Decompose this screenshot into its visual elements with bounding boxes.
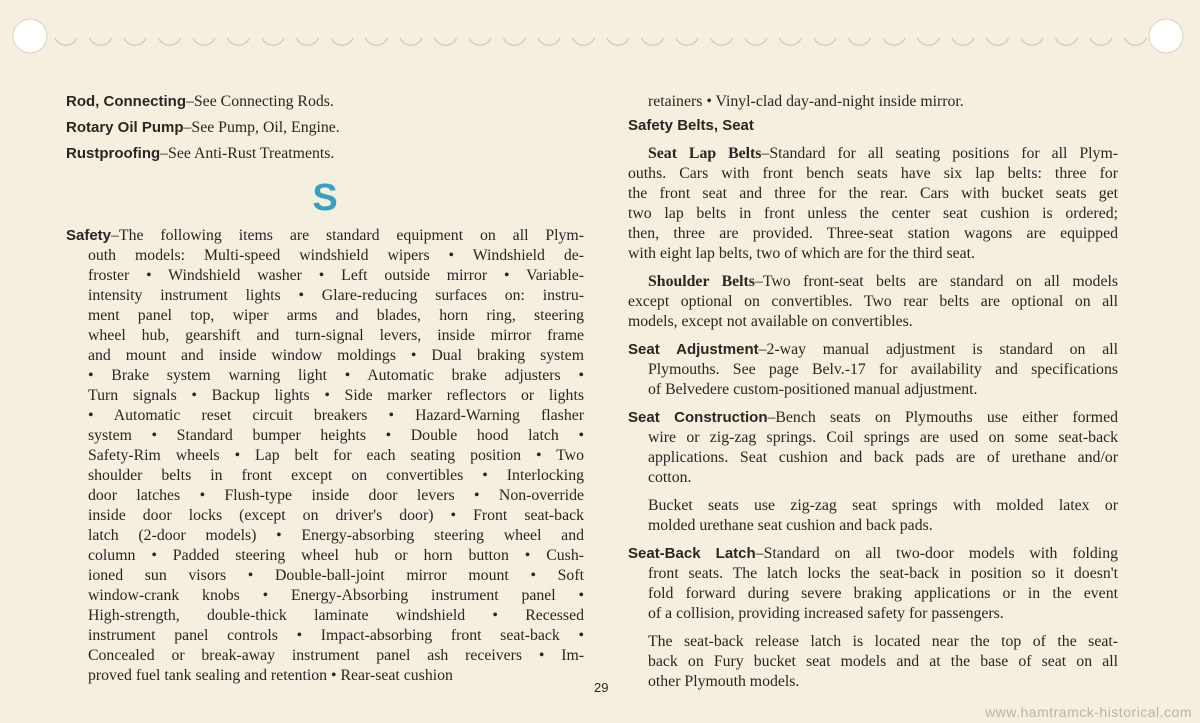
text-line: wheel hub, gearshift and turn-signal levers, inside mirror frame	[88, 327, 584, 344]
text-line: system • Standard bumper heights • Double hood latch •	[88, 427, 584, 444]
entry-head: Safety	[66, 227, 112, 244]
binder-hole-arc	[607, 38, 629, 45]
seat-construction	[628, 408, 1118, 488]
binder-hole-arc	[987, 38, 1009, 45]
text-line: except optional on convertibles. Two rear belts are optional on all	[628, 293, 1118, 310]
text-line: molded urethane seat cushion and back pads.	[648, 517, 933, 534]
text-line: inside door locks (except on driver's door) • Front seat-back	[88, 507, 584, 524]
binder-hole-arc	[262, 38, 284, 45]
text-line	[628, 544, 1118, 564]
entry-rustproofing	[66, 144, 584, 164]
entry-head: Seat-Back Latch	[628, 545, 756, 562]
left-column	[66, 92, 584, 686]
entry-text: –Two front-seat belts are standard on all models	[754, 273, 1118, 290]
entry-head: Seat Adjustment	[628, 341, 759, 358]
text-line: intensity instrument lights • Glare-reducing surfaces on: instru-	[88, 287, 584, 304]
text-line: of a collision, providing increased safety for passengers.	[648, 605, 1004, 622]
section-letter: S	[312, 177, 338, 219]
text-line: Turn signals • Backup lights • Side marker reflectors or lights	[88, 387, 584, 404]
text-line: front seats. The latch locks the seat-back in position so it doesn't	[648, 565, 1118, 582]
entry-head: Rustproofing	[66, 145, 161, 162]
text-line: door latches • Flush-type inside door levers • Non-override	[88, 487, 584, 504]
binder-hole-arc	[918, 38, 940, 45]
binder-hole-arc	[676, 38, 698, 45]
text-line: back on Fury bucket seat models and at the base of seat on all	[648, 653, 1118, 670]
entry-head: Rotary Oil Pump	[66, 119, 184, 136]
text-line: froster • Windshield washer • Left outside mirror • Variable-	[88, 267, 584, 284]
seat-construction-para2	[628, 496, 1118, 536]
page-number: 29	[594, 680, 609, 695]
watermark: www.hamtramck-historical.com	[985, 704, 1192, 720]
text-line: High-strength, double-thick laminate windshield • Recessed	[88, 607, 584, 624]
text-line: shoulder belts in front except on convertibles • Interlocking	[88, 467, 584, 484]
text-line: outh models: Multi-speed windshield wipers • Windshield de-	[88, 247, 584, 264]
text-line: other Plymouth models.	[648, 673, 800, 690]
binder-hole-arc	[297, 38, 319, 45]
binder-hole-arc	[711, 38, 733, 45]
text-line	[628, 144, 1118, 164]
text-line: The seat-back release latch is located near the top of the seat-	[648, 633, 1118, 650]
binder-hole-arc	[814, 38, 836, 45]
text-line	[628, 272, 1118, 292]
entry-rotary-oil-pump	[66, 118, 584, 138]
binder-hole-arc	[469, 38, 491, 45]
binder-hole-arc	[538, 38, 560, 45]
binder-hole-arc	[400, 38, 422, 45]
binder-hole-arc	[55, 38, 77, 45]
entry-text: –Bench seats on Plymouths use either formed	[767, 409, 1118, 426]
entry-text: –See Pump, Oil, Engine.	[183, 119, 340, 136]
binder-hole-arc	[1021, 38, 1043, 45]
binder-hole-arc	[366, 38, 388, 45]
binder-hole-arc	[745, 38, 767, 45]
text-line: ioned sun visors • Double-ball-joint mirror mount • Soft	[88, 567, 584, 584]
binder-hole-arc	[504, 38, 526, 45]
entry-text: –See Connecting Rods.	[186, 93, 334, 110]
binder-hole-arc	[952, 38, 974, 45]
entry-text: –Standard for all seating positions for all Plym-	[761, 145, 1118, 162]
text-line	[628, 340, 1118, 360]
text-line: applications. Seat cushion and back pads are of urethane and/or	[648, 449, 1118, 466]
binder-hole-arc	[883, 38, 905, 45]
text-line: proved fuel tank sealing and retention • Rear-seat cushion	[88, 667, 453, 684]
binder-hole-arc	[573, 38, 595, 45]
text-line: wire or zig-zag springs. Coil springs are used on some seat-back	[648, 429, 1118, 446]
text-line	[628, 408, 1118, 428]
binder-hole-arc	[124, 38, 146, 45]
text-line: Safety-Rim wheels • Lap belt for each seating position • Two	[88, 447, 584, 464]
text-line: window-crank knobs • Energy-Absorbing instrument panel •	[88, 587, 584, 604]
text-line: and mount and inside window moldings • Dual braking system	[88, 347, 584, 364]
seat-back-latch-para2	[628, 632, 1118, 692]
seat-back-latch	[628, 544, 1118, 624]
text-line: the front seat and three for the rear. Cars with bucket seats get	[628, 185, 1118, 202]
section-heading: Safety Belts, Seat	[628, 117, 754, 134]
entry-head: Rod, Connecting	[66, 93, 186, 110]
seat-lap-belts	[628, 144, 1118, 264]
entry-head: Seat Lap Belts	[648, 145, 762, 162]
shoulder-belts	[628, 272, 1118, 332]
binder-hole-arc	[849, 38, 871, 45]
entry-text: –See Anti-Rust Treatments.	[160, 145, 335, 162]
text-line: fold forward during severe braking applications or in the event	[648, 585, 1118, 602]
text-line: latch (2-door models) • Energy-absorbing steering wheel and	[88, 527, 584, 544]
binder-hole-arc	[228, 38, 250, 45]
safety-entry	[66, 226, 584, 686]
entry-head: Seat Construction	[628, 409, 768, 426]
continuation-line: retainers • Vinyl-clad day-and-night inside mirror.	[648, 93, 964, 110]
binder-hole-arc	[642, 38, 664, 45]
text-line: cotton.	[648, 469, 692, 486]
binder-hole-arc	[1056, 38, 1078, 45]
binder-hole-arc	[435, 38, 457, 45]
right-column	[628, 92, 1118, 692]
entry-head: Shoulder Belts	[648, 273, 755, 290]
seat-adjustment	[628, 340, 1118, 400]
text-line: Bucket seats use zig-zag seat springs with molded latex or	[648, 497, 1118, 514]
text-line: models, except not available on convertibles.	[628, 313, 913, 330]
entry-rod-connecting	[66, 92, 584, 112]
binder-hole-arc	[159, 38, 181, 45]
text-line: then, three are provided. Three-seat station wagons are equipped	[628, 225, 1118, 242]
text-line	[66, 226, 584, 246]
text-line: of Belvedere custom-positioned manual adjustment.	[648, 381, 978, 398]
binder-hole-arc	[1125, 38, 1147, 45]
binder-hole-arc	[193, 38, 215, 45]
entry-text: –Standard on all two-door models with folding	[755, 545, 1118, 562]
text-line: • Brake system warning light • Automatic brake adjusters •	[88, 367, 584, 384]
entry-text: –The following items are standard equipment on all Plym-	[111, 227, 584, 244]
binder-hole-arc	[331, 38, 353, 45]
text-line: with eight lap belts, two of which are for the third seat.	[628, 245, 975, 262]
text-line: two lap belts in front unless the center seat cushion is ordered;	[628, 205, 1118, 222]
binder-hole-arc	[90, 38, 112, 45]
text-line: • Automatic reset circuit breakers • Hazard-Warning flasher	[88, 407, 584, 424]
text-line: ouths. Cars with front bench seats have six lap belts: three for	[628, 165, 1118, 182]
binder-holes	[0, 0, 1200, 60]
text-line: column • Padded steering wheel hub or horn button • Cush-	[88, 547, 584, 564]
text-line: ment panel top, wiper arms and blades, horn ring, steering	[88, 307, 584, 324]
text-line: Plymouths. See page Belv.-17 for availability and specifications	[648, 361, 1118, 378]
binder-hole-arc	[1090, 38, 1112, 45]
text-line: Concealed or break-away instrument panel ash receivers • Im-	[88, 647, 584, 664]
text-line: instrument panel controls • Impact-absorbing front seat-back •	[88, 627, 584, 644]
binder-hole-arc	[780, 38, 802, 45]
entry-text: –2-way manual adjustment is standard on all	[758, 341, 1118, 358]
